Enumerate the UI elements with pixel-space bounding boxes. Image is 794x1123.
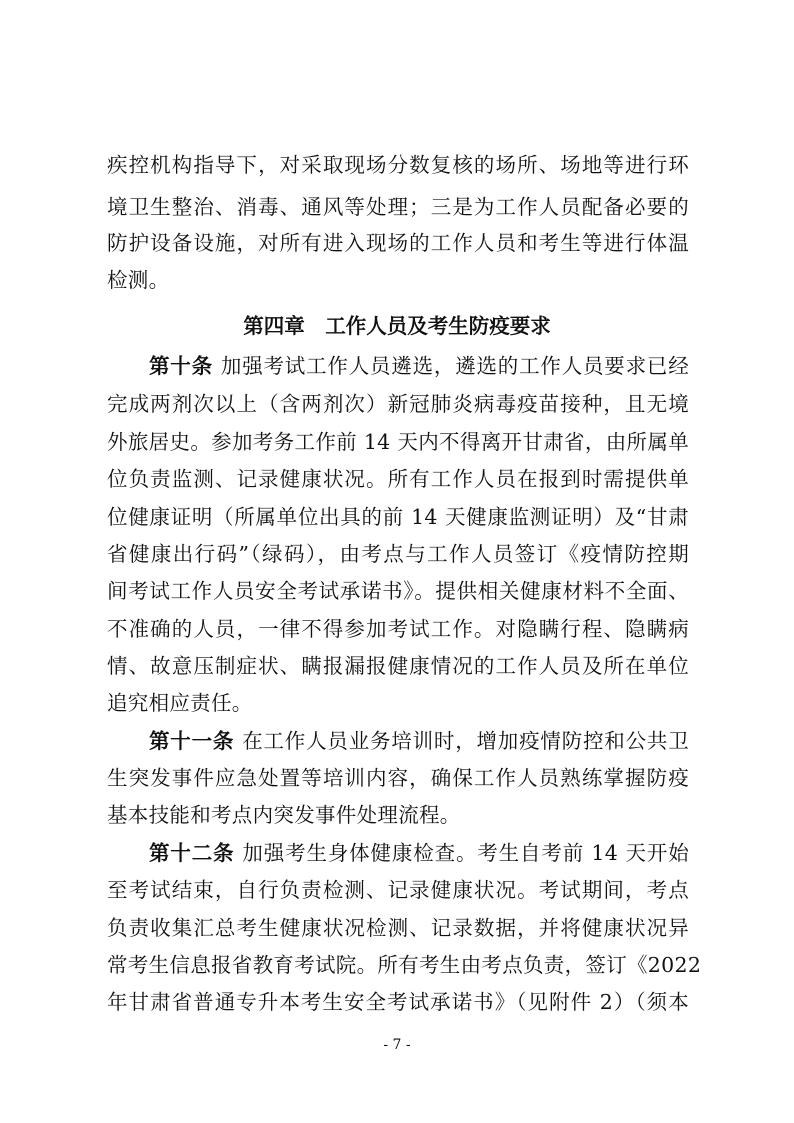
body-text-line: 防护设备设施，对所有进入现场的工作人员和考生等进行体温 (107, 231, 689, 255)
body-text-line: 位健康证明（所属单位出具的前 14 天健康监测证明）及“甘肃 (107, 505, 689, 529)
body-text-line: 至考试结束，自行负责检测、记录健康状况。考试期间，考点 (107, 878, 689, 902)
body-text-line: 常考生信息报省教育考试院。所有考生由考点负责，签订《2022 (107, 953, 702, 977)
article-text: 加强考试工作人员遴选，遴选的工作人员要求已经 (220, 354, 689, 378)
body-text-line: 境卫生整治、消毒、通风等处理；三是为工作人员配备必要的 (107, 195, 689, 219)
body-text-line: 省健康出行码”（绿码），由考点与工作人员签订《疫情防控期 (107, 542, 689, 566)
article-label: 第十一条 (149, 729, 235, 753)
body-text-line: 外旅居史。参加考务工作前 14 天内不得离开甘肃省，由所属单 (107, 430, 689, 454)
body-text-line: 位负责监测、记录健康状况。所有工作人员在报到时需提供单 (107, 467, 689, 491)
body-text-line: 基本技能和考点内突发事件处理流程。 (107, 803, 461, 827)
body-text-line: 疾控机构指导下，对采取现场分数复核的场所、场地等进行环 (107, 153, 689, 177)
article-first-line (149, 351, 689, 381)
body-text-line: 检测。 (107, 268, 170, 292)
article-first-line (149, 726, 689, 756)
article-label: 第十二条 (149, 841, 235, 865)
body-text-line: 完成两剂次以上（含两剂次）新冠肺炎病毒疫苗接种，且无境 (107, 392, 689, 416)
article-text: 加强考生身体健康检查。考生自考前 14 天开始 (242, 841, 689, 865)
chapter-title: 第四章 工作人员及考生防疫要求 (243, 314, 551, 338)
body-text-line: 追究相应责任。 (107, 691, 253, 715)
body-text-line: 生突发事件应急处置等培训内容，确保工作人员熟练掌握防疫 (107, 766, 689, 790)
article-text: 在工作人员业务培训时，增加疫情防控和公共卫 (242, 729, 689, 753)
body-text-line: 情、故意压制症状、瞒报漏报健康情况的工作人员及所在单位 (107, 654, 689, 678)
body-text-line: 不准确的人员，一律不得参加考试工作。对隐瞒行程、隐瞒病 (107, 617, 689, 641)
page-number: - 7 - (383, 1037, 411, 1053)
article-label: 第十条 (149, 354, 213, 378)
article-first-line (149, 838, 689, 868)
body-text-line: 年甘肃省普通专升本考生安全考试承诺书》（见附件 2）（须本 (107, 990, 689, 1014)
body-text-line: 负责收集汇总考生健康状况检测、记录数据，并将健康状况异 (107, 916, 689, 940)
body-text-line: 间考试工作人员安全考试承诺书》。提供相关健康材料不全面、 (107, 579, 689, 603)
